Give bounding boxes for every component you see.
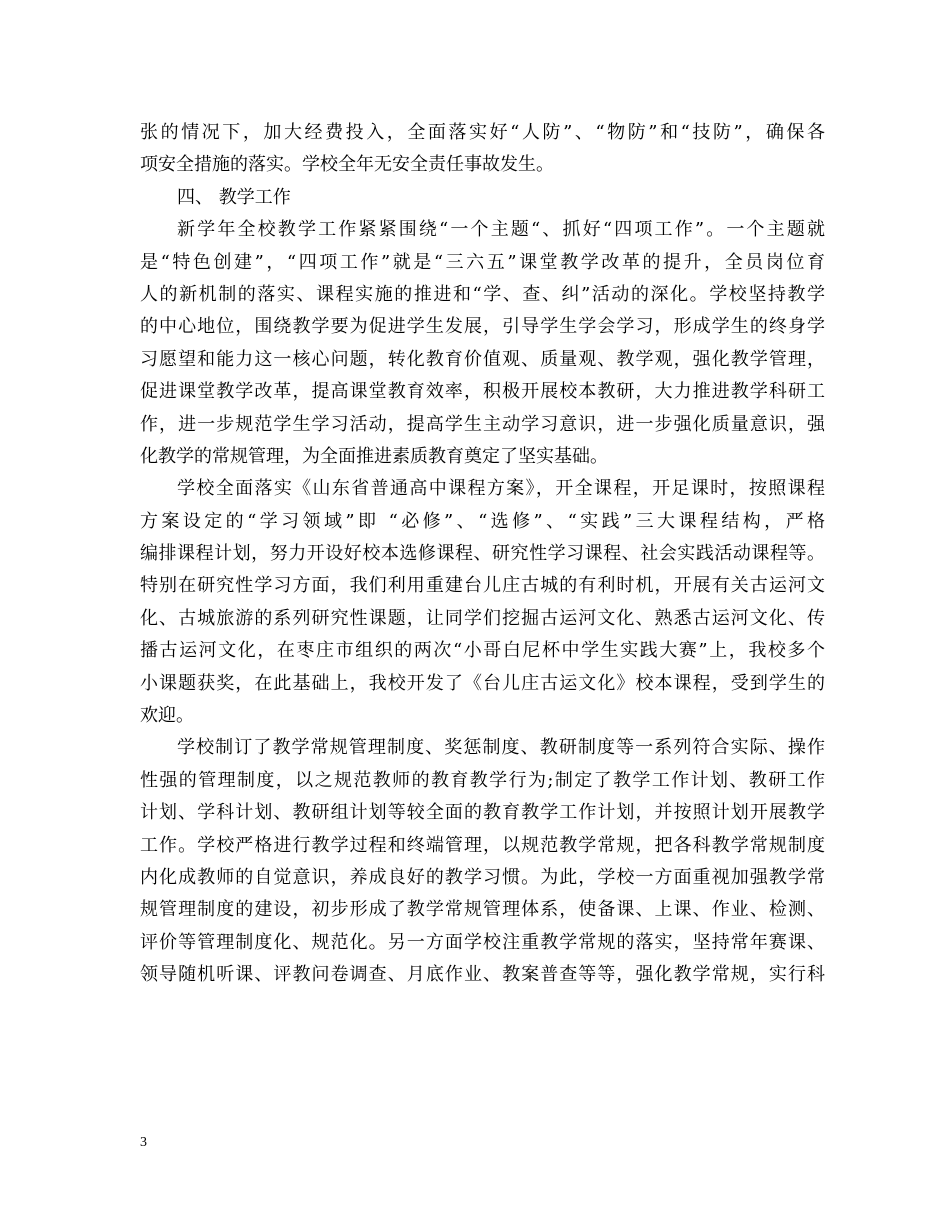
- document-body: [140, 117, 825, 992]
- text-line: 学校全面落实《山东省普通高中课程方案》，开全课程，开足课时，按照课程: [177, 478, 825, 500]
- text-line: 新学年全校教学工作紧紧围绕“一个主题“、抓好“四项工作”。一个主题就: [177, 219, 825, 241]
- text-line: 作，进一步规范学生学习活动，提高学生主动学习意识，进一步强化质量意识，强: [140, 413, 825, 435]
- text-line: 工作。学校严格进行教学过程和终端管理，以规范教学常规，把各科教学常规制度: [140, 834, 825, 856]
- text-line: 领导随机听课、评教问卷调查、月底作业、教案普查等等，强化教学常规，实行科: [140, 964, 825, 986]
- text-line: 方案设定的“学习领域”即 “必修”、“选修”、“实践”三大课程结构，严格: [140, 510, 825, 532]
- text-line: 人的新机制的落实、课程实施的推进和“学、查、纠”活动的深化。学校坚持教学: [140, 283, 825, 305]
- text-line: 项安全措施的落实。学校全年无安全责任事故发生。: [140, 154, 554, 176]
- text-line: 编排课程计划，努力开设好校本选修课程、研究性学习课程、社会实践活动课程等。: [140, 543, 825, 565]
- text-line: 计划、学科计划、教研组计划等较全面的教育教学工作计划，并按照计划开展教学: [140, 802, 825, 824]
- text-line: 内化成教师的自觉意识，养成良好的教学习惯。为此，学校一方面重视加强教学常: [140, 866, 825, 888]
- text-line: 欢迎。: [140, 705, 194, 727]
- text-line: 化、古城旅游的系列研究性课题，让同学们挖掘古运河文化、熟悉古运河文化、传: [140, 607, 825, 629]
- text-line: 习愿望和能力这一核心问题，转化教育价值观、质量观、教学观，强化教学管理，: [140, 348, 825, 370]
- page-number: 3: [140, 1135, 147, 1150]
- text-line: 评价等管理制度化、规范化。另一方面学校注重教学常规的落实，坚持常年赛课、: [140, 931, 825, 953]
- text-line: 促进课堂教学改革，提高课堂教育效率，积极开展校本教研，大力推进教学科研工: [140, 381, 825, 403]
- text-line: 的中心地位，围绕教学要为促进学生发展，引导学生学会学习，形成学生的终身学: [140, 316, 825, 338]
- text-line: 是“特色创建”，“四项工作”就是“三六五”课堂教学改革的提升，全员岗位育: [140, 251, 825, 273]
- text-line: 学校制订了教学常规管理制度、奖惩制度、教研制度等一系列符合实际、操作: [177, 737, 825, 759]
- text-line: 规管理制度的建设，初步形成了教学常规管理体系，使备课、上课、作业、检测、: [140, 899, 825, 921]
- text-line: 特别在研究性学习方面，我们利用重建台儿庄古城的有利时机，开展有关古运河文: [140, 575, 825, 597]
- text-line: 小课题获奖，在此基础上，我校开发了《台儿庄古运文化》校本课程，受到学生的: [140, 672, 825, 694]
- text-line: 播古运河文化，在枣庄市组织的两次“小哥白尼杯中学生实践大赛”上，我校多个: [140, 640, 825, 662]
- text-line: 性强的管理制度，以之规范教师的教育教学行为;制定了教学工作计划、教研工作: [140, 769, 825, 791]
- text-line: 张的情况下，加大经费投入，全面落实好“人防”、“物防”和“技防”，确保各: [140, 122, 825, 143]
- text-line: 化教学的常规管理，为全面推进素质教育奠定了坚实基础。: [140, 445, 608, 467]
- text-line: 四、 教学工作: [177, 186, 291, 208]
